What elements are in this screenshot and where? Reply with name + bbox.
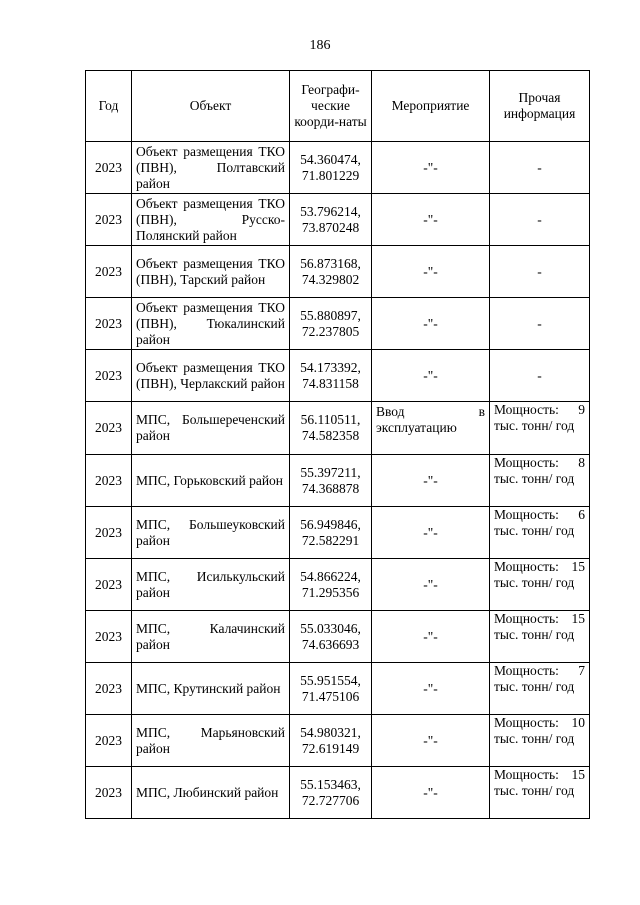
cell-object: Объект размещения ТКО (ПВН), Тарский район [132,246,290,298]
table-row [86,559,590,611]
cell-year: 2023 [86,246,132,298]
table-header-row [86,71,590,142]
cell-other: - [490,246,590,298]
table-row [86,507,590,559]
cell-year: 2023 [86,298,132,350]
cell-year: 2023 [86,142,132,194]
table-row [86,350,590,402]
table-row [86,767,590,819]
cell-coordinates: 54.866224, 71.295356 [290,559,372,611]
cell-coordinates: 56.949846, 72.582291 [290,507,372,559]
cell-other: Мощность: 8 тыс. тонн/ год [490,455,590,507]
header-object: Объект [132,71,290,142]
cell-event: -"- [372,194,490,246]
data-table [85,70,590,819]
cell-object: Объект размещения ТКО (ПВН), Русско-Полянский район [132,194,290,246]
cell-year: 2023 [86,507,132,559]
cell-other: - [490,142,590,194]
cell-coordinates: 54.173392, 74.831158 [290,350,372,402]
cell-object: МПС, Крутинский район [132,663,290,715]
cell-object: Объект размещения ТКО (ПВН), Черлакский район [132,350,290,402]
cell-object: МПС, Калачинский район [132,611,290,663]
page-number: 186 [309,38,331,53]
cell-event: -"- [372,455,490,507]
cell-year: 2023 [86,350,132,402]
header-event: Мероприятие [372,71,490,142]
table-row [86,455,590,507]
cell-object: МПС, Большеуковский район [132,507,290,559]
cell-event: -"- [372,246,490,298]
cell-coordinates: 55.951554, 71.475106 [290,663,372,715]
cell-other: Мощность: 9 тыс. тонн/ год [490,402,590,455]
cell-year: 2023 [86,767,132,819]
cell-event: -"- [372,350,490,402]
cell-event: -"- [372,715,490,767]
cell-other: Мощность: 15 тыс. тонн/ год [490,611,590,663]
table-row [86,142,590,194]
cell-coordinates: 55.153463, 72.727706 [290,767,372,819]
cell-object: МПС, Любинский район [132,767,290,819]
cell-other: Мощность: 7 тыс. тонн/ год [490,663,590,715]
header-year: Год [86,71,132,142]
cell-object: МПС, Горьковский район [132,455,290,507]
cell-object: Объект размещения ТКО (ПВН), Тюкалинский район [132,298,290,350]
cell-event: -"- [372,767,490,819]
cell-other: - [490,350,590,402]
cell-year: 2023 [86,455,132,507]
cell-event: -"- [372,663,490,715]
cell-other: Мощность: 6 тыс. тонн/ год [490,507,590,559]
header-other: Прочая информация [490,71,590,142]
cell-object: МПС, Исилькульский район [132,559,290,611]
cell-coordinates: 53.796214, 73.870248 [290,194,372,246]
cell-year: 2023 [86,663,132,715]
table-row [86,194,590,246]
table-row [86,611,590,663]
cell-event: -"- [372,142,490,194]
header-coordinates: Географи-ческие коорди-наты [290,71,372,142]
cell-event: Ввод в эксплуатацию [372,402,490,455]
table-row [86,663,590,715]
cell-coordinates: 55.033046, 74.636693 [290,611,372,663]
cell-event: -"- [372,507,490,559]
cell-year: 2023 [86,715,132,767]
cell-year: 2023 [86,559,132,611]
cell-other: Мощность: 15 тыс. тонн/ год [490,767,590,819]
cell-other: Мощность: 10 тыс. тонн/ год [490,715,590,767]
table-row [86,298,590,350]
cell-object: Объект размещения ТКО (ПВН), Полтавский район [132,142,290,194]
table-row [86,246,590,298]
cell-year: 2023 [86,611,132,663]
table-body [86,142,590,819]
cell-event: -"- [372,611,490,663]
cell-coordinates: 54.360474, 71.801229 [290,142,372,194]
cell-coordinates: 55.397211, 74.368878 [290,455,372,507]
table-row [86,715,590,767]
cell-object: МПС, Большереченский район [132,402,290,455]
cell-year: 2023 [86,194,132,246]
cell-other: Мощность: 15 тыс. тонн/ год [490,559,590,611]
cell-other: - [490,194,590,246]
cell-coordinates: 56.110511, 74.582358 [290,402,372,455]
cell-coordinates: 55.880897, 72.237805 [290,298,372,350]
cell-object: МПС, Марьяновский район [132,715,290,767]
cell-year: 2023 [86,402,132,455]
cell-event: -"- [372,559,490,611]
table-row [86,402,590,455]
cell-coordinates: 54.980321, 72.619149 [290,715,372,767]
cell-other: - [490,298,590,350]
cell-coordinates: 56.873168, 74.329802 [290,246,372,298]
cell-event: -"- [372,298,490,350]
